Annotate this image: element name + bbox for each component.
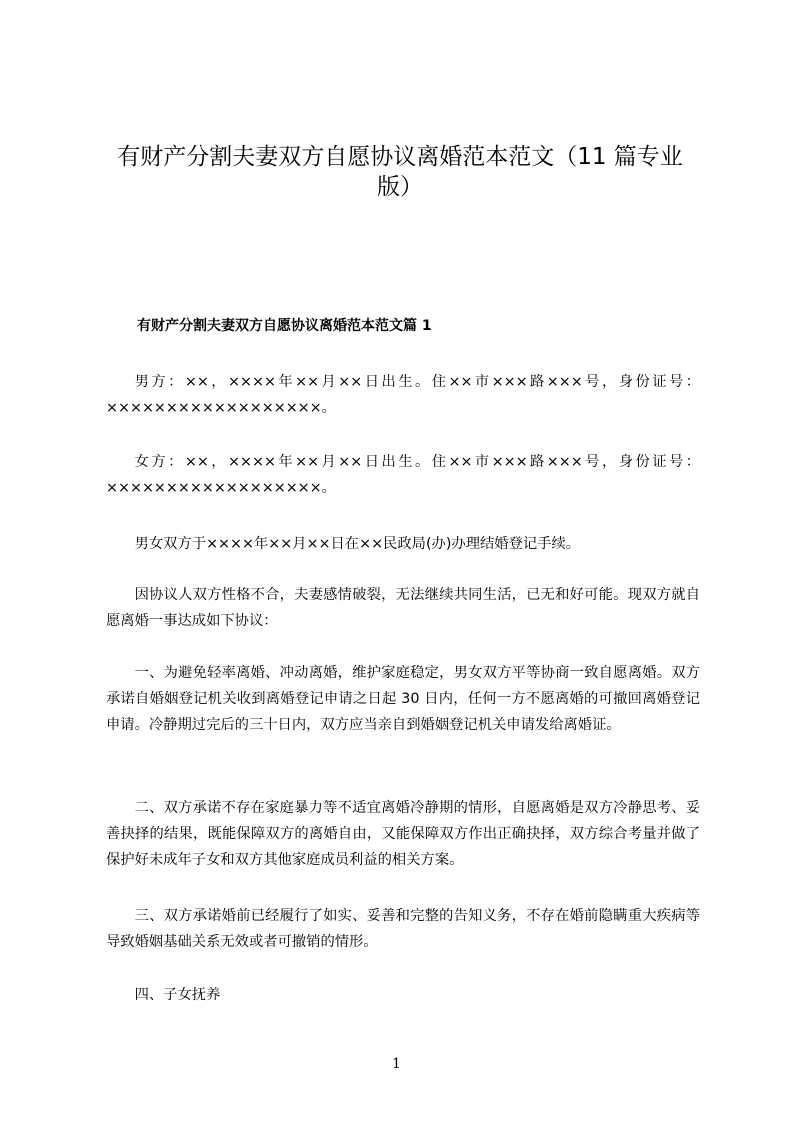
- paragraph-clause-3: 三、双方承诺婚前已经履行了如实、妥善和完整的告知义务，不存在婚前隐瞒重大疾病等导致婚姻基础关系无效或者可撤销的情形。: [106, 908, 700, 950]
- paragraph-clause-1: 一、为避免轻率离婚、冲动离婚，维护家庭稳定，男女双方平等协商一致自愿离婚。双方承诺自婚姻登记机关收到离婚登记申请之日起 30 日内，任何一方不愿离婚的可撤回离婚登记申请。冷静期过完后的三十日内，双方应当亲自到婚姻登记机关申请发给离婚证。: [106, 665, 700, 733]
- section-heading: 有财产分割夫妻双方自愿协议离婚范本范文篇 1: [137, 318, 432, 334]
- paragraph-wife-info: 女方：××，××××年××月××日出生。住××市×××路×××号，身份证号：××××××××××××××××××。: [106, 454, 700, 496]
- paragraph-clause-2: 二、双方承诺不存在家庭暴力等不适宜离婚冷静期的情形，自愿离婚是双方冷静思考、妥善抉择的结果，既能保障双方的离婚自由，又能保障双方作出正确抉择，双方综合考量并做了保护好未成年子女和双方其他家庭成员利益的相关方案。: [106, 800, 700, 868]
- paragraph-husband-info: 男方：××，××××年××月××日出生。住××市×××路×××号，身份证号：××××××××××××××××××。: [106, 374, 700, 416]
- document-title: 有财产分割夫妻双方自愿协议离婚范本范文（11 篇专业版）: [117, 144, 683, 200]
- paragraph-clause-4-heading: 四、子女抚养: [134, 987, 221, 1003]
- paragraph-divorce-reason: 因协议人双方性格不合，夫妻感情破裂，无法继续共同生活，已无和好可能。现双方就自愿离婚一事达成如下协议：: [106, 587, 700, 629]
- paragraph-marriage-registration: 男女双方于××××年××月××日在××民政局(办)办理结婚登记手续。: [134, 536, 581, 552]
- page-number: 1: [392, 1056, 401, 1072]
